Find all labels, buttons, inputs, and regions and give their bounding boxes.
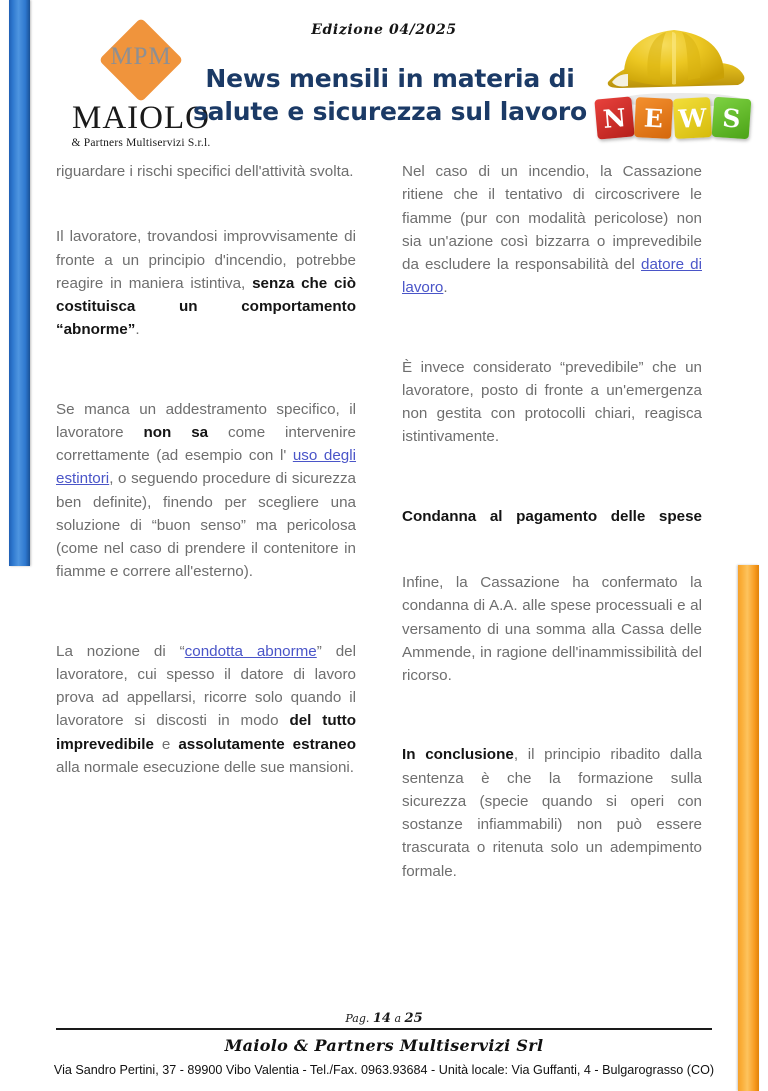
- right-column: [402, 160, 702, 883]
- paragraph-left-4-bold-2: assolutamente estraneo: [178, 735, 356, 753]
- paragraph-left-3-text-c: come intervenire correttamente (ad esempio con l': [56, 423, 356, 464]
- link-uso-degli-estintori[interactable]: uso degli estintori: [56, 447, 357, 488]
- paragraph-right-2: [402, 356, 702, 449]
- paragraph-right-4-bold: In conclusione: [402, 746, 514, 764]
- news-block-s: S: [712, 97, 752, 139]
- page-number-connector: a: [390, 1012, 405, 1025]
- logo-company-name: MAIOLO: [72, 100, 210, 136]
- paragraph-left-2-text-a: Il lavoratore, trovandosi improvvisamente di fronte a un principio d'incendio, potrebbe reagire in maniera istintiva,: [56, 228, 356, 292]
- news-block-w: W: [673, 97, 712, 139]
- page-number-total: 25: [404, 1011, 423, 1026]
- paragraph-left-4-bold-1: del tutto imprevedibile: [56, 712, 357, 753]
- paragraph-left-2: [56, 225, 356, 341]
- paragraph-right-2-text: È invece considerato “prevedibile” che un lavoratore, posto di fronte a un'emergenza non gestita con protocolli chiari, reagisca istintivamente.: [402, 358, 702, 446]
- paragraph-right-1-text-b: .: [443, 279, 448, 297]
- article-body: [0, 160, 768, 883]
- page-title-line2: salute e sicurezza sul lavoro: [193, 97, 587, 126]
- paragraph-left-3-text-a: Se manca un addestramento specifico, il lavoratore: [56, 400, 356, 441]
- news-block-n: N: [594, 96, 634, 139]
- paragraph-left-4-text-a: La nozione di “: [56, 642, 185, 660]
- section-heading-condanna: Condanna al pagamento delle spese: [402, 507, 702, 525]
- news-block-e: E: [634, 97, 673, 139]
- paragraph-right-4: [402, 743, 702, 883]
- paragraph-right-3-text: Infine, la Cassazione ha confermato la condanna di A.A. alle spese processuali e al versamento di una somma alla Cassa delle Ammende, in ragione dell'inammissibilità del ricorso.: [402, 574, 702, 684]
- paragraph-right-4-text: , il principio ribadito dalla sentenza è che la formazione sulla sicurezza (specie quando si operi con sostanze infiammabili) non può essere trascurata o ritenuta solo un adempimento formale.: [402, 746, 703, 880]
- page-footer: [0, 1011, 768, 1077]
- edition-label: Edizione 04/2025: [311, 22, 457, 38]
- paragraph-right-3: [402, 571, 702, 687]
- paragraph-left-3: [56, 398, 356, 584]
- paragraph-right-1: [402, 160, 702, 300]
- link-condotta-abnorme[interactable]: condotta abnorme: [184, 642, 317, 660]
- hard-hat-icon: [588, 12, 760, 108]
- footer-address: Via Sandro Pertini, 37 - 89900 Vibo Valentia - Tel./Fax. 0963.93684 - Unità locale: Via Guffanti, 4 - Bulgarograsso (CO): [53, 1063, 715, 1077]
- page-number-current: 14: [372, 1011, 391, 1026]
- logo-company-subtitle: & Partners Multiservizi S.r.l.: [71, 137, 211, 149]
- paragraph-left-4-text-b: ” del lavoratore, cui spesso il datore di lavoro prova ad appellarsi, ricorre solo quando il lavoratore si discosti in modo: [56, 642, 356, 730]
- news-letter-blocks: [596, 98, 750, 138]
- page-header: [0, 0, 768, 152]
- logo-monogram: MPM: [110, 43, 172, 70]
- left-column: [56, 160, 356, 883]
- news-graphic: [588, 12, 760, 152]
- paragraph-left-1: [56, 160, 356, 183]
- page-title: [190, 62, 590, 128]
- paragraph-left-2-bold: senza che ciò costituisca un comportamento “abnorme”: [56, 274, 356, 339]
- link-datore-di-lavoro[interactable]: datore di lavoro: [402, 256, 702, 297]
- page-title-line1: News mensili in materia di: [205, 64, 575, 93]
- paragraph-left-3-bold: non sa: [143, 423, 209, 441]
- footer-company-name: Maiolo & Partners Multiservizi Srl: [224, 1036, 544, 1055]
- page-number-prefix: Pag.: [345, 1012, 373, 1025]
- paragraph-left-1-text: riguardare i rischi specifici dell'attività svolta.: [56, 163, 354, 180]
- paragraph-left-4: [56, 640, 356, 780]
- paragraph-left-3-text-d: , o seguendo procedure di sicurezza ben definite), finendo per scegliere una soluzione di “buon senso” ma pericolosa (come nel caso di prendere il contenitore in fiamme e correre all'esterno).: [56, 470, 356, 581]
- paragraph-left-4-text-f: alla normale esecuzione delle sue mansioni.: [56, 758, 355, 776]
- footer-divider: [56, 1028, 712, 1030]
- paragraph-left-2-text-c: .: [135, 321, 140, 339]
- paragraph-left-4-text-d: e: [153, 735, 179, 753]
- paragraph-right-1-text-a: Nel caso di un incendio, la Cassazione ritiene che il tentativo di circoscrivere le fiamme (pur con modalità pericolose) non sia un'azione così bizzarra o imprevedibile da escludere la responsabilità del: [402, 163, 702, 273]
- page-number: [0, 1011, 768, 1026]
